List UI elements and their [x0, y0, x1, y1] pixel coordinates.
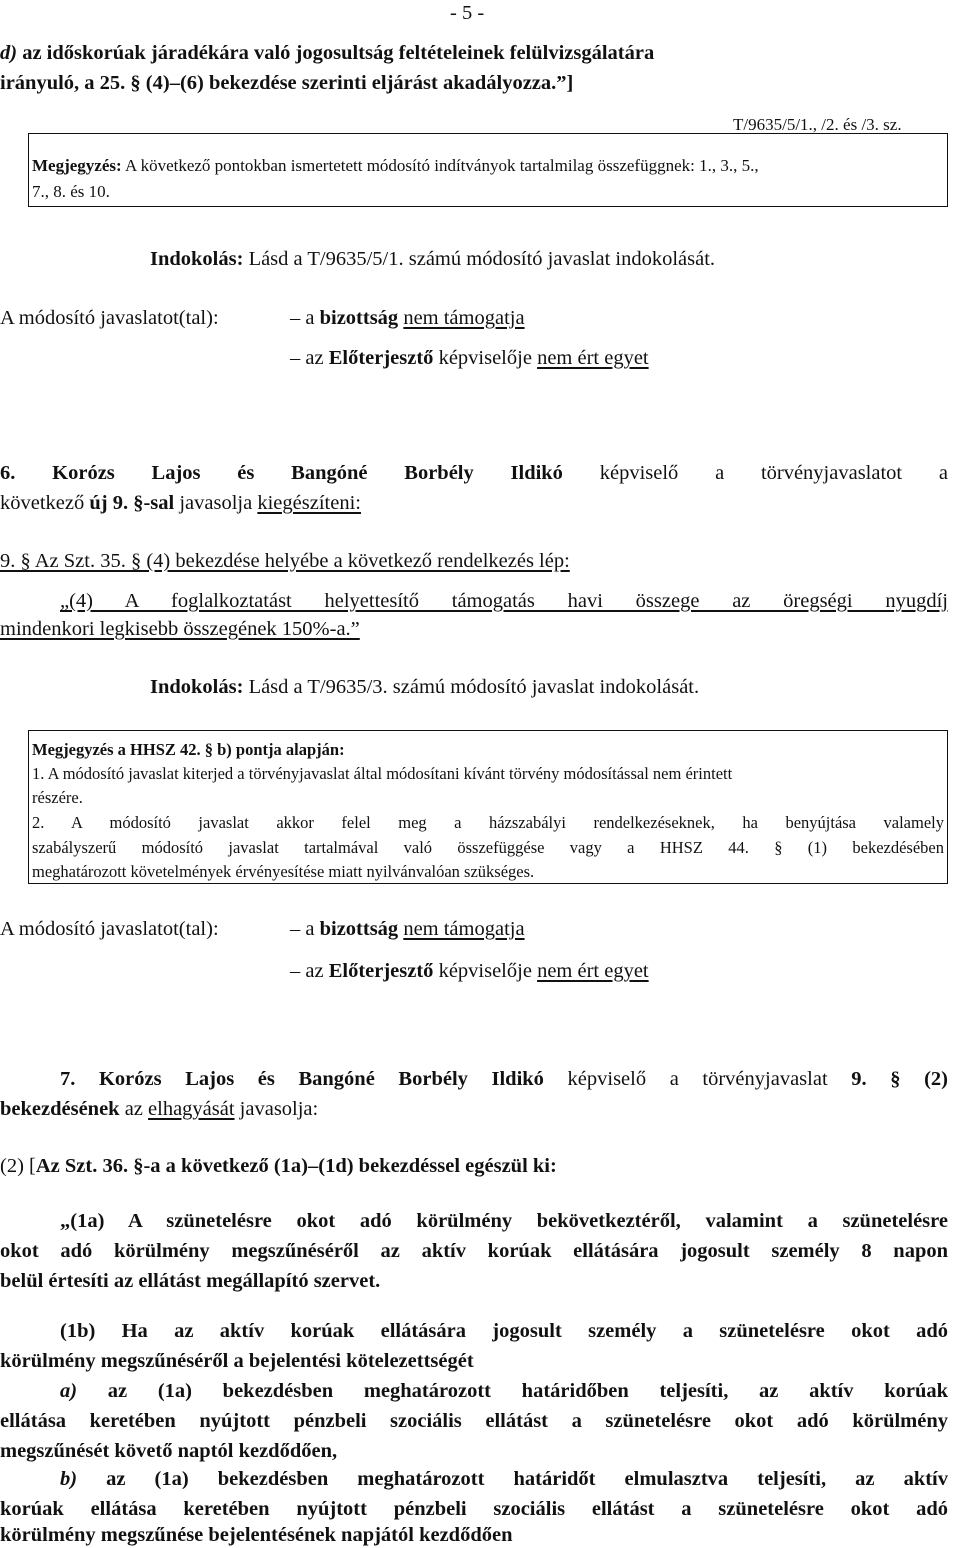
- presenter-decision: nem ért egyet: [537, 347, 649, 369]
- note-box-2-p2-line2: szabályszerű módosító javaslat tartalmával való összefüggése vagy a HHSZ 44. § (1) bekezdésében: [32, 838, 944, 857]
- note-box-2-p1-line1: 1. A módosító javaslat kiterjed a törvényjavaslat által módosítani kívánt törvény módosítással nem érintett: [32, 764, 733, 783]
- presenter-mid: képviselője: [438, 347, 532, 369]
- item-letter: d): [0, 42, 18, 64]
- pa-line3: megszűnését követő naptól kezdődően,: [0, 1440, 338, 1462]
- item-6-line2: [0, 492, 361, 515]
- vote-1-committee: [290, 307, 525, 330]
- pa-text: az (1a) bekezdésben meghatározott határidőben teljesíti, az aktív korúak: [107, 1380, 948, 1402]
- pb-line1: [60, 1468, 948, 1491]
- indoklas-1: [150, 248, 715, 271]
- p1a-line1: „(1a) A szünetelésre okot adó körülmény bekövetkeztéről, valamint a szünetelésre: [60, 1210, 948, 1232]
- item-6-quote1: „(4) A foglalkoztatást helyettesítő támogatás havi összege az öregségi nyugdíj: [60, 590, 948, 612]
- indoklas-label: Indokolás:: [150, 676, 244, 698]
- pa-line2: ellátása keretében nyújtott pénzbeli szociális ellátást a szünetelésre okot adó körülmény: [0, 1410, 948, 1432]
- pb-letter: b): [60, 1468, 78, 1490]
- item-7-section: 9. § (2): [851, 1068, 949, 1090]
- indoklas-2: [150, 676, 699, 699]
- note-text: A következő pontokban ismertetett módosító indítványok tartalmilag összefüggnek: 1., 3., 5.,: [124, 156, 759, 175]
- presenter-mid: képviselője: [438, 960, 532, 982]
- item-6-bold: új 9. §-sal: [89, 492, 175, 514]
- note-box-1-line2: 7., 8. és 10.: [32, 182, 110, 201]
- reference-line: T/9635/5/1., /2. és /3. sz.: [733, 115, 902, 134]
- presenter-decision: nem ért egyet: [537, 960, 649, 982]
- note-label: Megjegyzés:: [32, 156, 122, 175]
- item-6-action: kiegészíteni:: [257, 492, 361, 514]
- indoklas-text: Lásd a T/9635/3. számú módosító javaslat indokolását.: [248, 676, 700, 698]
- item-number: 6.: [0, 462, 16, 484]
- item-6-mid: javasolja: [179, 492, 253, 514]
- item-6-rest: képviselő a törvényjavaslatot a: [599, 462, 948, 484]
- pb-line3: körülmény megszűnése bejelentésének napjától kezdődően: [0, 1524, 513, 1546]
- committee-decision: nem támogatja: [403, 918, 525, 940]
- p1b-line1: (1b) Ha az aktív korúak ellátására jogosult személy a szünetelésre okot adó: [60, 1320, 948, 1342]
- dash-prefix: – az: [290, 347, 324, 369]
- item-d-line2: irányuló, a 25. § (4)–(6) bekezdése szerinti eljárást akadályozza.”]: [0, 72, 574, 94]
- item-d-line1: [0, 42, 654, 65]
- committee-decision: nem támogatja: [403, 307, 525, 329]
- dash-prefix: – az: [290, 960, 324, 982]
- p1b-line2: körülmény megszűnéséről a bejelentési kötelezettségét: [0, 1350, 474, 1372]
- page-number: - 5 -: [450, 2, 485, 24]
- dash-prefix: – a: [290, 918, 315, 940]
- committee-word: bizottság: [319, 918, 399, 940]
- item-7-heading: Az Szt. 36. §-a a következő (1a)–(1d) bekezdéssel egészül ki:: [35, 1155, 557, 1177]
- item-7-pre: (2) [: [0, 1155, 36, 1177]
- item-6-proposers: Korózs Lajos és Bangóné Borbély Ildikó: [52, 462, 563, 484]
- indoklas-text: Lásd a T/9635/5/1. számú módosító javaslat indokolását.: [248, 248, 716, 270]
- vote-1-presenter: [290, 347, 649, 370]
- item-6-line3: 9. § Az Szt. 35. § (4) bekezdése helyébe a következő rendelkezés lép:: [0, 550, 570, 572]
- item-7-action: elhagyását: [148, 1098, 235, 1120]
- item-number: 7.: [60, 1068, 76, 1090]
- presenter-word: Előterjesztő: [328, 347, 434, 369]
- pb-text: az (1a) bekezdésben meghatározott határidőt elmulasztva teljesíti, az aktív: [106, 1468, 949, 1490]
- pa-letter: a): [60, 1380, 78, 1402]
- note-box-2-p2-line1: 2. A módosító javaslat akkor felel meg a házszabályi rendelkezéseknek, ha benyújtása valamely: [32, 813, 944, 832]
- item-7-line1: [60, 1068, 948, 1091]
- item-6-pre: következő: [0, 492, 85, 514]
- indoklas-label: Indokolás:: [150, 248, 244, 270]
- item-7-line2: [0, 1098, 318, 1121]
- vote-2-committee: [290, 918, 525, 941]
- item-7-mid: az: [124, 1098, 143, 1120]
- vote-1-label: A módosító javaslatot(tal):: [0, 307, 219, 329]
- note-box-2-p2-line3: meghatározott követelmények érvényesítése miatt nyilvánvalóan szükséges.: [32, 862, 535, 881]
- item-7-line3: [0, 1155, 557, 1178]
- item-6-line1: [0, 462, 948, 485]
- vote-2-label: A módosító javaslatot(tal):: [0, 918, 219, 940]
- item-7-bold: bekezdésének: [0, 1098, 120, 1120]
- pa-line1: [60, 1380, 948, 1403]
- p1a-line3: belül értesíti az ellátást megállapító szervet.: [0, 1270, 381, 1292]
- item-d-text1: az időskorúak járadékára való jogosultság feltételeinek felülvizsgálatára: [22, 42, 655, 64]
- presenter-word: Előterjesztő: [328, 960, 434, 982]
- note-box-2-p1-line2: részére.: [32, 788, 83, 807]
- note-box-1-line1: [32, 156, 759, 176]
- p1a-line2: okot adó körülmény megszűnéséről az aktív korúak ellátására jogosult személy 8 napon: [0, 1240, 948, 1262]
- committee-word: bizottság: [319, 307, 399, 329]
- pb-line2: korúak ellátása keretében nyújtott pénzbeli szociális ellátást a szünetelésre okot adó: [0, 1498, 948, 1520]
- dash-prefix: – a: [290, 307, 315, 329]
- item-7-rest: képviselő a törvényjavaslat: [567, 1068, 828, 1090]
- item-7-proposers: Korózs Lajos és Bangóné Borbély Ildikó: [98, 1068, 544, 1090]
- item-6-quote2: mindenkori legkisebb összegének 150%-a.”: [0, 618, 360, 640]
- item-7-end: javasolja:: [239, 1098, 319, 1120]
- note-box-2-heading: Megjegyzés a HHSZ 42. § b) pontja alapján:: [32, 740, 345, 759]
- vote-2-presenter: [290, 960, 649, 983]
